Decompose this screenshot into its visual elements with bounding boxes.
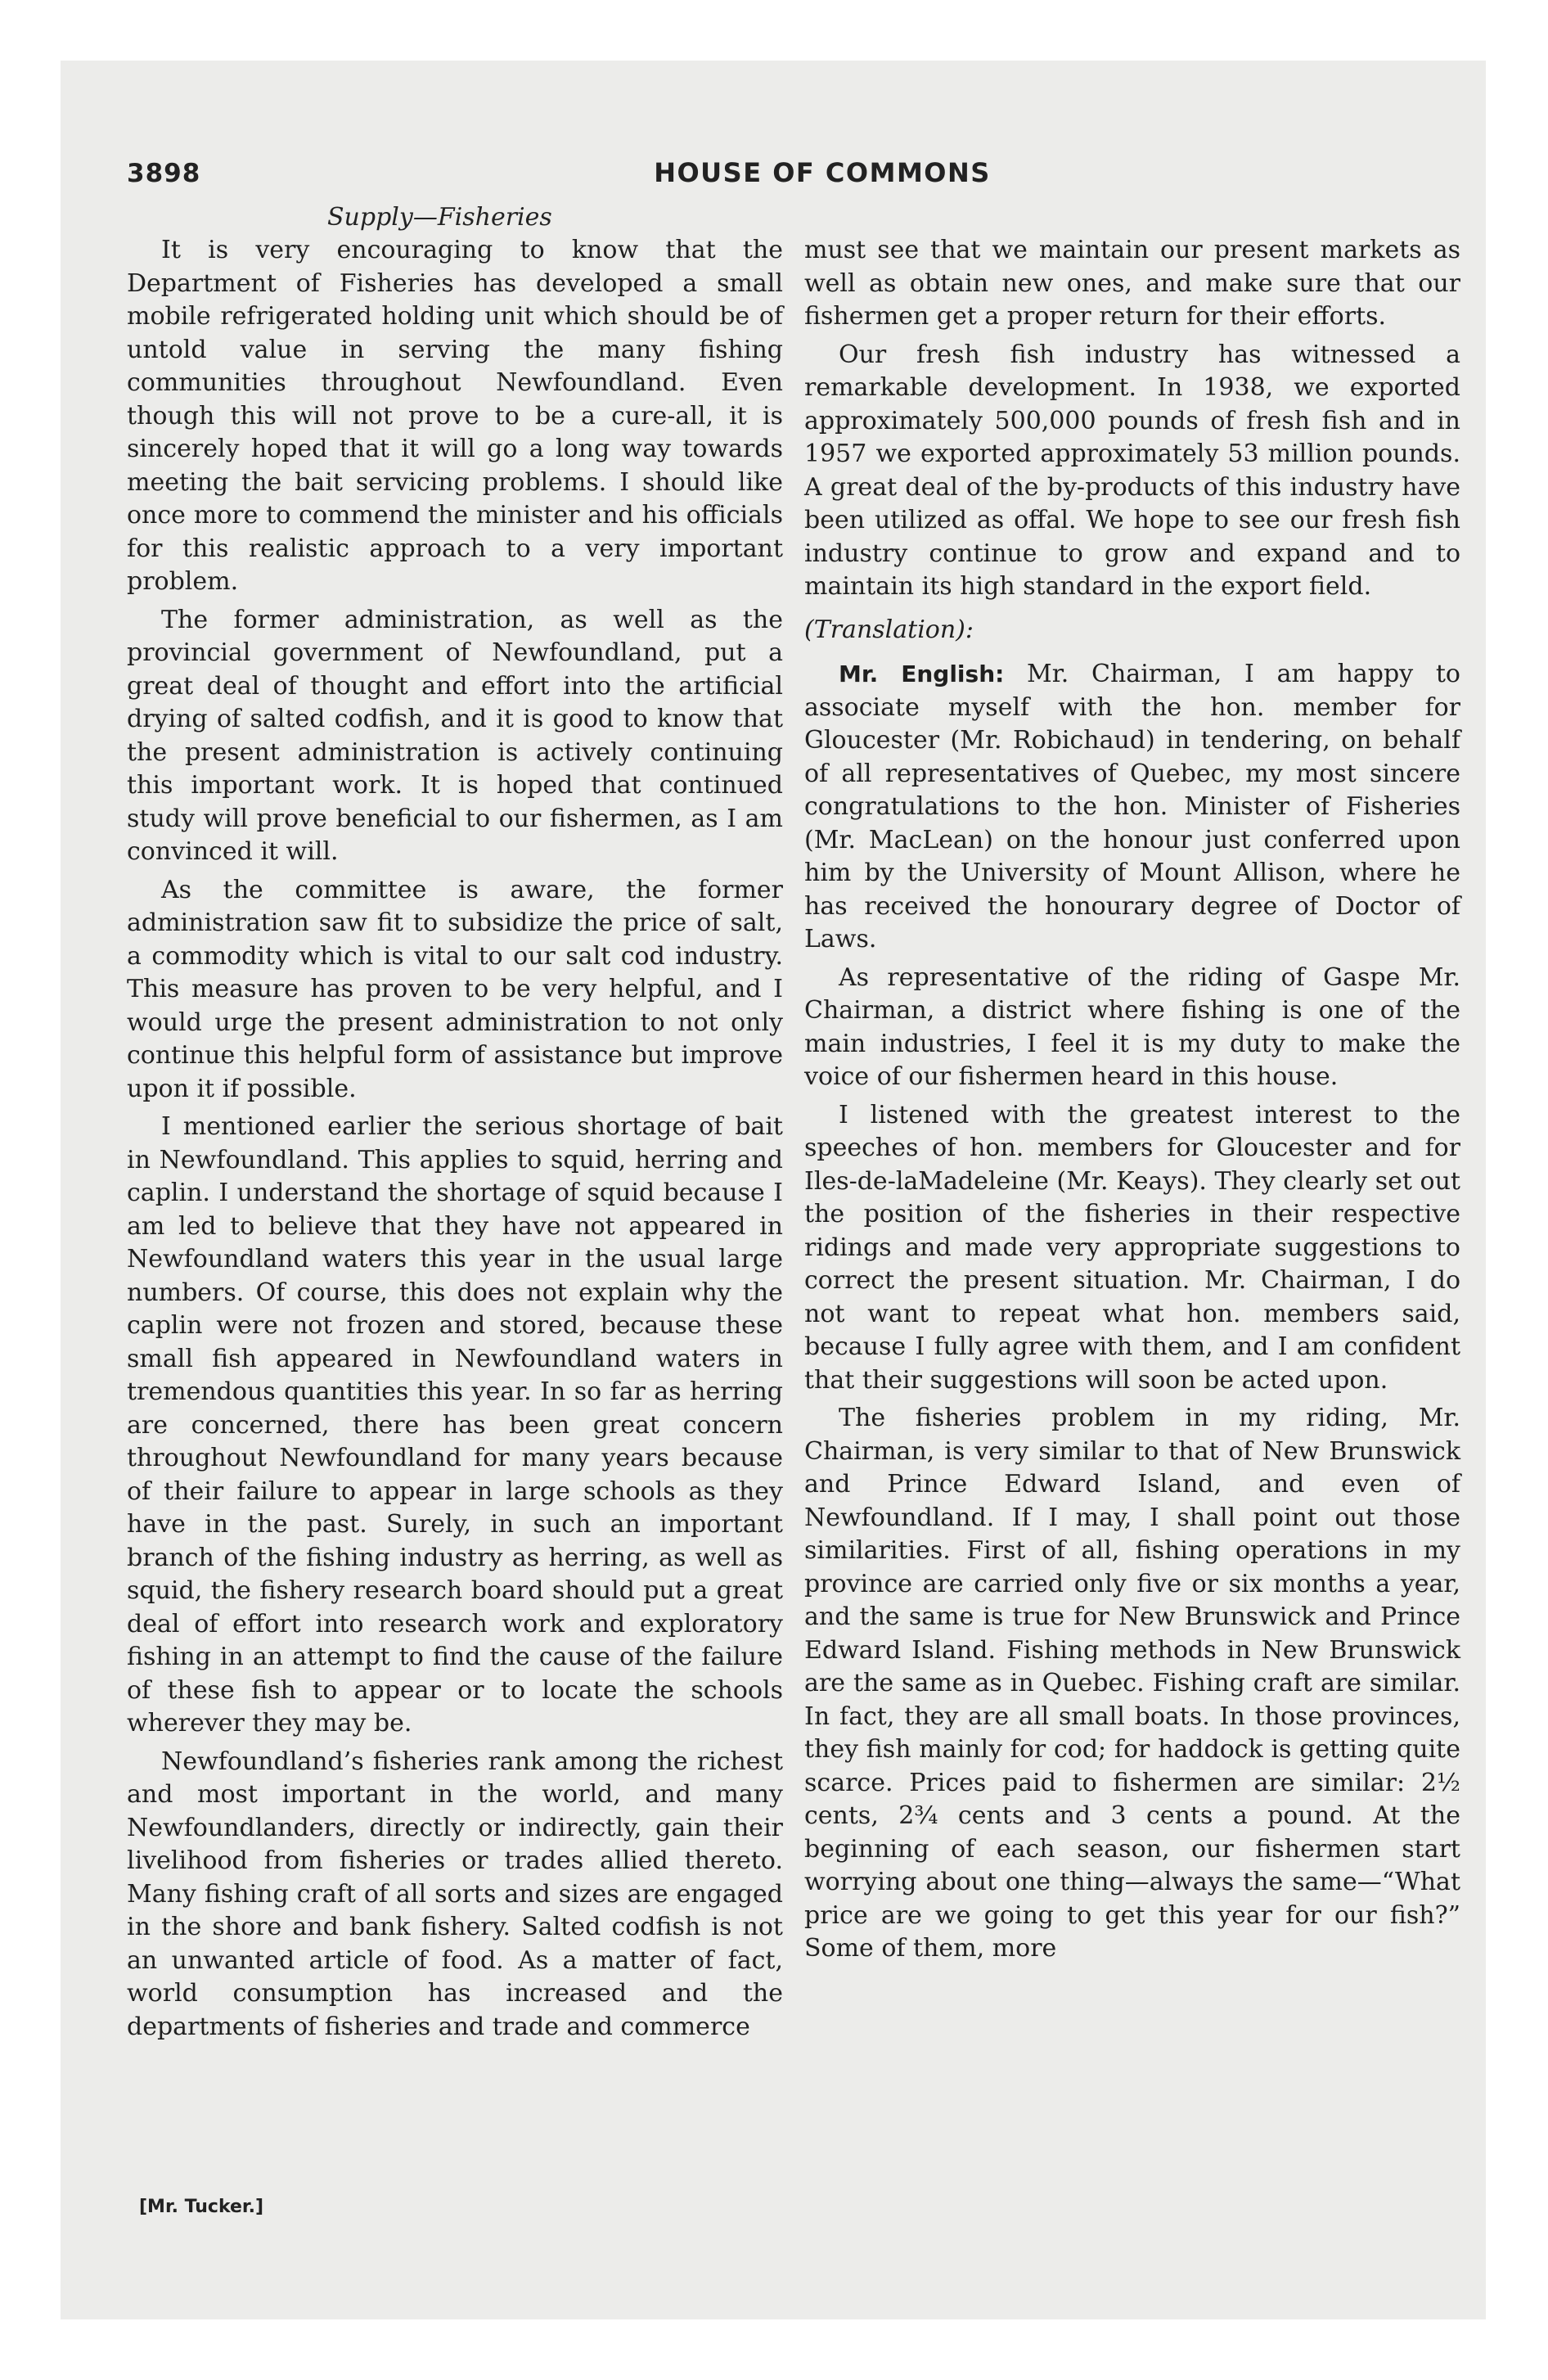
right-column <box>804 234 1460 1971</box>
page-number: 3898 <box>127 159 201 188</box>
section-heading: Supply—Fisheries <box>327 203 552 232</box>
paragraph-speech-opening <box>804 658 1460 957</box>
paragraph-continuation: must see that we maintain our present markets as well as obtain new ones, and make sure that our fishermen get a proper return for their efforts. <box>804 236 1460 331</box>
paragraph-salt-subsidy: As the committee is aware, the former administration saw fit to subsidize the price of salt, a commodity which is vital to our salt cod industry. This measure has proven to be very helpful, and I would urge the present administration to not only continue this helpful form of assistance but improve upon it if possible. <box>127 875 783 1103</box>
paragraph-fisheries-problem: The fisheries problem in my riding, Mr. Chairman, is very similar to that of New Brunswick and Prince Edward Island, and even of Newfoundland. If I may, I shall point out those similarities. First of all, fishing operations in my province are carried only five or six months a year, and the same is true for New Brunswick and Prince Edward Island. Fishing methods in New Brunswick are the same as in Quebec. Fishing craft are similar. In fact, they are all small boats. In those provinces, they fish mainly for cod; for haddock is getting quite scarce. Prices paid to fishermen are similar: 2½ cents, 2¾ cents and 3 cents a pound. At the beginning of each season, our fishermen start worrying about one thing—always the same—“What price are we going to get this year for our fish?” Some of them, more <box>804 1404 1460 1963</box>
paragraph-codfish-drying: The former administration, as well as the provincial government of Newfoundland, put a great deal of thought and effort into the artificial drying of salted codfish, and it is good to know that the present administration is actively continuing this important work. It is hoped that continued study will prove beneficial to our fishermen, as I am convinced it will. <box>127 605 783 866</box>
paragraph-gaspe: As representative of the riding of Gaspe Mr. Chairman, a district where fishing is one of the main industries, I feel it is my duty to make the voice of our fishermen heard in this house. <box>804 962 1460 1091</box>
paragraph-bait-unit: It is very encouraging to know that the Department of Fisheries has developed a small mobile refrigerated holding unit which should be of untold value in serving the many fishing communities throughout Newfoundland. Even though this will not prove to be a cure-all, it is sincerely hoped that it will go a long way towards meeting the bait servicing problems. I should like once more to commend the minister and his officials for this realistic approach to a very important problem. <box>127 236 783 596</box>
paragraph-fisheries-rank: Newfoundland’s fisheries rank among the richest and most important in the world, and many Newfoundlanders, directly or indirectly, gain their livelihood from fisheries or trades allied thereto. Many fishing craft of all sorts and sizes are engaged in the shore and bank fishery. Salted codfish is not an unwanted article of food. As a matter of fact, world consumption has increased and the departments of fisheries and trade and commerce <box>127 1747 783 2041</box>
paragraph-fresh-fish: Our fresh fish industry has witnessed a remarkable development. In 1938, we exported approximately 500,000 pounds of fresh fish and in 1957 we exported approximately 53 million pounds. A great deal of the by-products of this industry have been utilized as offal. We hope to see our fresh fish industry continue to grow and expand and to maintain its high standard in the export field. <box>804 340 1460 601</box>
running-title: HOUSE OF COMMONS <box>654 157 991 188</box>
speaker-name: Mr. English: <box>839 660 1005 687</box>
translation-label: (Translation): <box>804 615 974 644</box>
footer-attribution: [Mr. Tucker.] <box>139 2197 264 2217</box>
left-column <box>127 234 783 2049</box>
speech-opening-text: Mr. Chairman, I am happy to associate myself with the hon. member for Gloucester (Mr. Robichaud) in tendering, on behalf of all representatives of Quebec, my most sincere congratulations to the hon. Minister of Fisheries (Mr. MacLean) on the honour just conferred upon him by the University of Mount Allison, where he has received the honourary degree of Doctor of Laws. <box>804 660 1460 953</box>
paragraph-listened: I listened with the greatest interest to the speeches of hon. members for Gloucester and for Iles-de-laMadeleine (Mr. Keays). They clearly set out the position of the fisheries in their respective ridings and made very appropriate suggestions to correct the present situation. Mr. Chairman, I do not want to repeat what hon. members said, because I fully agree with them, and I am confident that their suggestions will soon be acted upon. <box>804 1100 1460 1395</box>
paragraph-bait-shortage: I mentioned earlier the serious shortage of bait in Newfoundland. This applies to squid, herring and caplin. I understand the shortage of squid because I am led to believe that they have not appeared in Newfoundland waters this year in the usual large numbers. Of course, this does not explain why the caplin were not frozen and stored, because these small fish appeared in Newfoundland waters in tremendous quantities this year. In so far as herring are concerned, there has been great concern throughout Newfoundland for many years because of their failure to appear in large schools as they have in the past. Surely, in such an important branch of the fishing industry as herring, as well as squid, the fishery research board should put a great deal of effort into research work and exploratory fishing in an attempt to find the cause of the failure of these fish to appear or to locate the schools wherever they may be. <box>127 1112 783 1738</box>
